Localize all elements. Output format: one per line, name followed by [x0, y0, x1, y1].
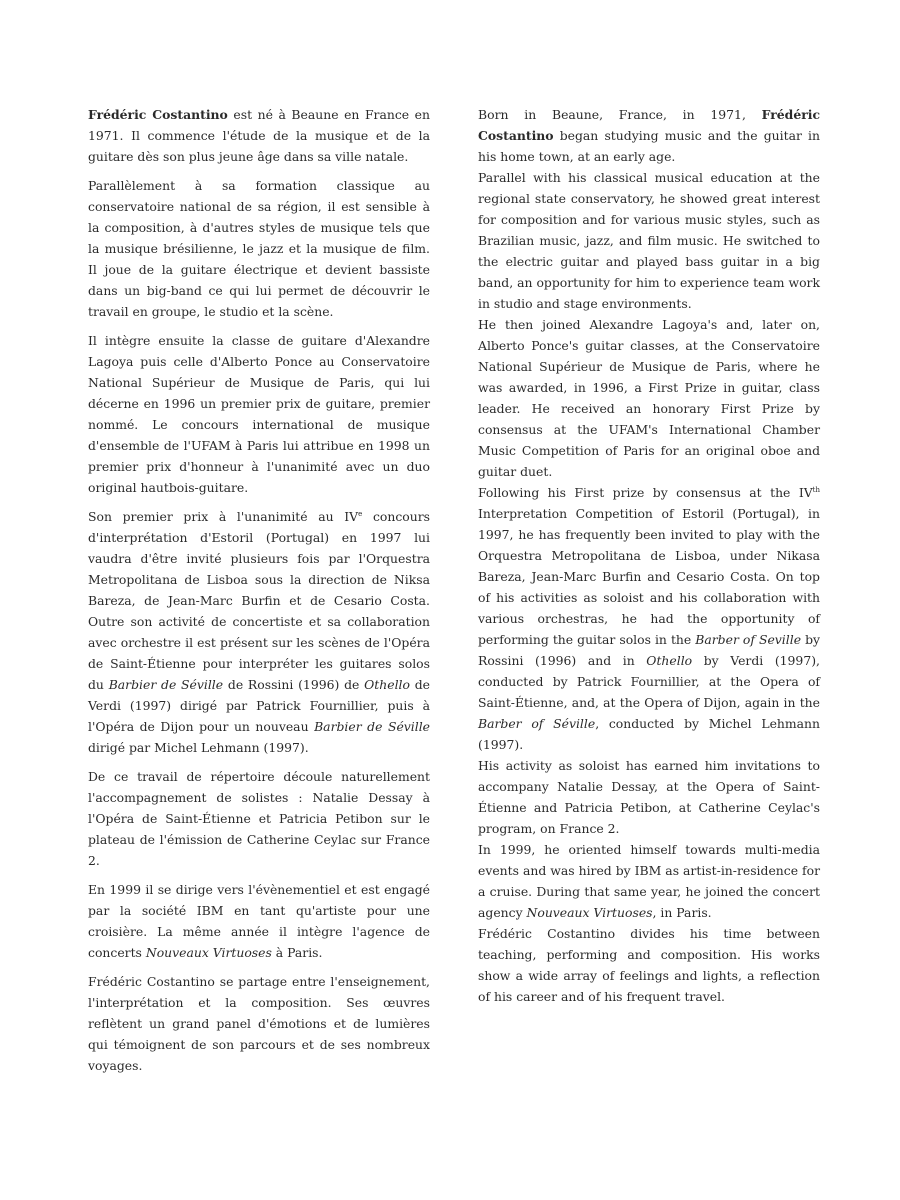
text-run: de Rossini (1996) de — [223, 677, 365, 692]
text-run: In 1999, he oriented himself towards multi-media events and was hired by IBM as artist-in-residence for a cruise. During that same year, he joined the concert agency — [478, 842, 820, 920]
work-title: Barber of Séville — [478, 716, 596, 731]
english-paragraph-3: He then joined Alexandre Lagoya's and, later on, Alberto Ponce's guitar classes, at the Conservatoire National Supérieur de Musique de Paris, where he was awarded, in 1996, a First Prize in guitar, class leader. He received an honorary First Prize by consensus at the UFAM's International Chamber Music Competition of Paris for an original oboe and guitar duet. — [478, 317, 820, 479]
text-run: Born in Beaune, France, in 1971, — [478, 107, 762, 122]
ordinal-superscript: th — [812, 486, 820, 494]
agency-name: Nouveaux Virtuoses — [145, 945, 272, 960]
english-paragraph-4 — [478, 482, 820, 755]
english-paragraph-5: His activity as soloist has earned him invitations to accompany Natalie Dessay, at the Opera of Saint-Étienne and Patricia Petibon, at Catherine Ceylac's program, on France 2. — [478, 758, 820, 836]
work-title: Othello — [646, 653, 693, 668]
artist-name: Frédéric Costantino — [478, 107, 820, 143]
text-run: , conducted by Michel Lehmann (1997). — [478, 716, 820, 752]
ordinal-superscript: e — [358, 510, 363, 518]
artist-name: Frédéric Costantino — [88, 107, 228, 122]
agency-name: Nouveaux Virtuoses — [526, 905, 653, 920]
text-run: , in Paris. — [652, 905, 712, 920]
english-biography-column — [478, 104, 820, 1007]
text-run: à Paris. — [271, 945, 323, 960]
text-run: Interpretation Competition of Estoril (Portugal), in 1997, he has frequently been invited to play with the Orquestra Metropolitana de Lisboa, under Nikasa Bareza, Jean-Marc Burfin and Cesario Costa. On top of his activities as soloist and his collaboration with various orchestras, he had the opportunity of performing the guitar solos in the — [478, 506, 820, 647]
french-biography-column — [88, 104, 430, 1084]
text-run: est né à Beaune en France en 1971. Il commence l'étude de la musique et de la guitare dès son plus jeune âge dans sa ville natale. — [88, 107, 430, 164]
english-paragraph-1 — [478, 104, 820, 167]
work-title: Barbier de Séville — [314, 719, 430, 734]
french-paragraph-2: Parallèlement à sa formation classique au conservatoire national de sa région, il est sensible à la composition, à d'autres styles de musique tels que la musique brésilienne, le jazz et la musique de film. Il joue de la guitare électrique et devient bassiste dans un big-band ce qui lui permet de découvrir le travail en groupe, le studio et la scène. — [88, 178, 430, 319]
french-paragraph-1 — [88, 104, 430, 167]
text-run: de Verdi (1997) dirigé par Patrick Fournillier, puis à l'Opéra de Dijon pour un nouveau — [88, 677, 431, 734]
french-paragraph-7: Frédéric Costantino se partage entre l'enseignement, l'interprétation et la composition. Ses œuvres reflètent un grand panel d'émotions et de lumières qui témoignent de son parcours et de ses nombreux voyages. — [88, 974, 430, 1073]
text-run: concours d'interprétation d'Estoril (Portugal) en 1997 lui vaudra d'être invité plusieurs fois par l'Orquestra Metropolitana de Lisboa sous la direction de Niksa Bareza, de Jean-Marc Burfin et de Cesario Costa. Outre son activité de concertiste et sa collaboration avec orchestre il est présent sur les scènes de l'Opéra de Saint-Étienne pour interpréter les guitares solos du — [88, 509, 430, 692]
french-paragraph-5: De ce travail de répertoire découle naturellement l'accompagnement de solistes : Natalie Dessay à l'Opéra de Saint-Étienne et Patricia Petibon sur le plateau de l'émission de Catherine Ceylac sur France 2. — [88, 769, 430, 868]
text-run: dirigé par Michel Lehmann (1997). — [88, 740, 309, 755]
work-title: Barbier de Séville — [108, 677, 224, 692]
french-paragraph-4 — [88, 506, 430, 758]
text-run: by Rossini (1996) and in — [478, 632, 820, 668]
english-paragraph-2: Parallel with his classical musical education at the regional state conservatory, he showed great interest for composition and for various music styles, such as Brazilian music, jazz, and film music. He switched to the electric guitar and played bass guitar in a big band, an opportunity for him to experience team work in studio and stage environments. — [478, 170, 820, 311]
english-paragraph-7: Frédéric Costantino divides his time between teaching, performing and composition. His works show a wide array of feelings and lights, a reflection of his career and of his frequent travel. — [478, 926, 820, 1004]
french-paragraph-3: Il intègre ensuite la classe de guitare d'Alexandre Lagoya puis celle d'Alberto Ponce au Conservatoire National Supérieur de Musique de Paris, qui lui décerne en 1996 un premier prix de guitare, premier nommé. Le concours international de musique d'ensemble de l'UFAM à Paris lui attribue en 1998 un premier prix d'honneur à l'unanimité avec un duo original hautbois-guitare. — [88, 333, 430, 495]
text-run: Following his First prize by consensus at the IV — [478, 485, 813, 500]
text-run: Son premier prix à l'unanimité au IV — [88, 509, 359, 524]
english-paragraph-6 — [478, 839, 820, 923]
text-run: began studying music and the guitar in his home town, at an early age. — [478, 128, 820, 164]
work-title: Barber of Seville — [695, 632, 802, 647]
french-paragraph-6 — [88, 879, 430, 963]
text-run: by Verdi (1997), conducted by Patrick Fournillier, at the Opera of Saint-Étienne, and, at the Opera of Dijon, again in the — [478, 653, 820, 710]
text-run: En 1999 il se dirige vers l'évènementiel et est engagé par la société IBM en tant qu'artiste pour une croisière. La même année il intègre l'agence de concerts — [88, 882, 430, 960]
work-title: Othello — [364, 677, 410, 692]
